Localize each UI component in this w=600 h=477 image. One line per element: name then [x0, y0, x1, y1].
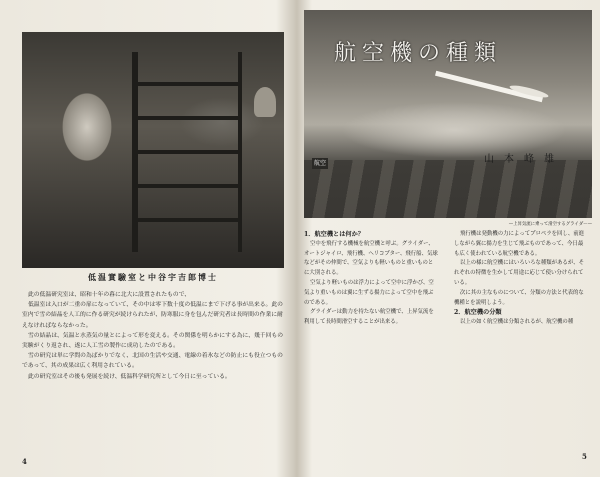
paragraph: 雪の研究は単に学問の為ばかりでなく、北国の生活や交通、電線の着氷などの防止にも役立つものであって、其の成果は広く利用されている。 — [22, 353, 283, 370]
paragraph: 此の低温研究室は、昭和十年の暮に北大に設置されたもので、 — [28, 292, 191, 298]
glider-photo — [304, 10, 592, 218]
article-title: 航空機の種類 — [334, 41, 503, 66]
text-column-2 — [454, 230, 588, 328]
paragraph: 低温室は入口が二重の扉になっていて、その中は零下数十度の低温にまで下げる事が出来る。此の室内で雪の結晶を人工的に作る研究が続けられたが、防寒服に身を包んだ研究者は長時間の作業に耐えなければならなかった。 — [22, 302, 283, 329]
paragraph: 次に其の主なものについて、分類の方法と代表的な機種とを説明しよう。 — [454, 289, 584, 306]
author-name: 山本峰雄 — [484, 154, 564, 165]
photo-caption: 低温實驗室と中谷宇吉郎博士 — [88, 272, 218, 282]
instrument-rack — [132, 52, 242, 252]
paragraph: 以上の様に航空機にはいろいろな種類があるが、それぞれの特徴を生かして用途に応じて使い分けられている。 — [454, 260, 584, 286]
section-heading: 1．航空機とは何か？ — [304, 231, 364, 238]
paragraph: 以上の如く航空機は分類されるが、航空機の種 — [460, 319, 574, 326]
paragraph: 空気より軽いものは浮力によって空中に浮かび、空気より重いものは翼に生ずる揚力によって空中を飛ぶのである。 — [304, 279, 434, 306]
paragraph: 空中を飛行する機械を航空機と呼ぶ。グライダー、オートジャイロ、飛行機、ヘリコプター、飛行船、気球などがその仲間で、空気よりも軽いものと重いものとに大別される。 — [304, 240, 438, 277]
paragraph: グライダーは動力を持たない航空機で、上昇気流を利用して長時間滑空することが出来る。 — [304, 309, 434, 326]
lab-photo — [22, 32, 284, 268]
photo-caption: —上昇気流に乗って滑空するグライダー— — [508, 222, 592, 227]
page-number: 5 — [582, 452, 587, 461]
left-page — [0, 0, 296, 477]
paragraph: 此の研究室はその後も発展を続け、低温科学研究所として今日に至っている。 — [28, 373, 231, 380]
body-text — [22, 290, 284, 382]
lamp-shape — [254, 87, 276, 117]
right-page — [304, 0, 600, 477]
section-heading: 2．航空機の分類 — [454, 309, 502, 317]
section-label: 航空 — [313, 160, 326, 167]
paragraph: 飛行機は発動機の力によってプロペラを回し、前進しながら翼に揚力を生じて飛ぶものであって、今日最も広く使われている航空機である。 — [454, 231, 584, 257]
page-number: 4 — [22, 457, 27, 466]
mountain-range — [304, 160, 592, 218]
text-column-1 — [304, 230, 438, 328]
paragraph: 雪の結晶は、気温と水蒸気の量とによって形を変える。その関係を明らかにする為に、幾千回もの実験がくり返され、遂に人工雪の製作に成功したのである。 — [22, 332, 284, 350]
